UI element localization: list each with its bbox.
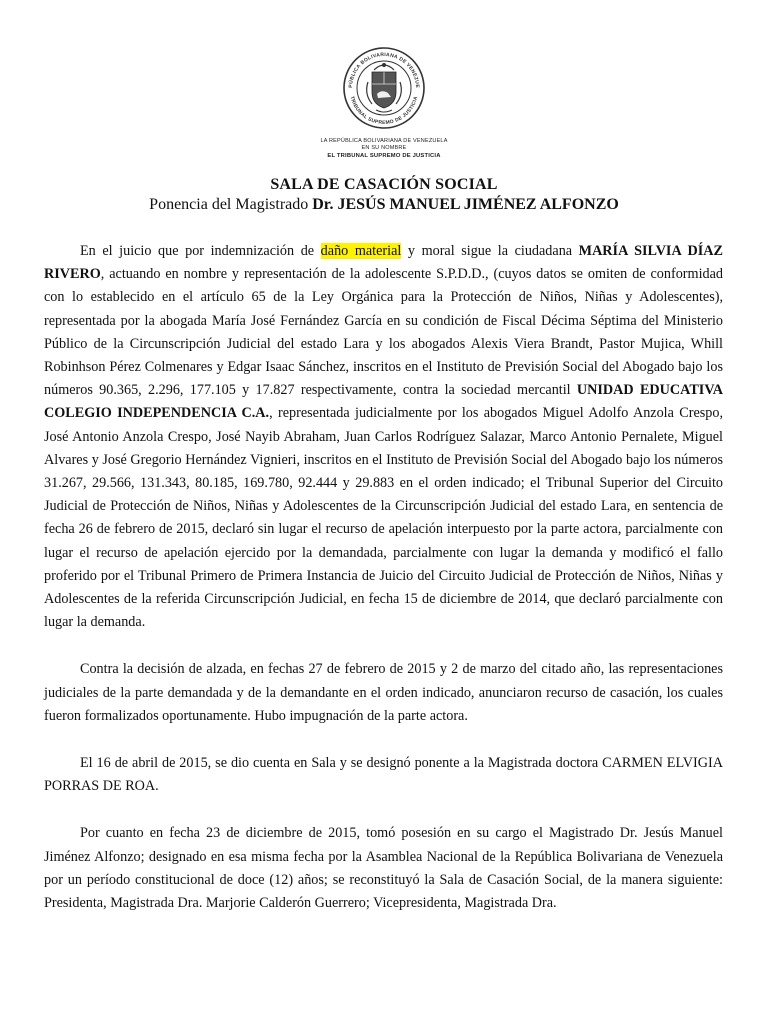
plaintiff-name: MARÍA SILVIA DÍAZ RIVERO (44, 243, 723, 283)
paragraph-1 (44, 240, 723, 634)
paragraph-4: Por cuanto en fecha 23 de diciembre de 2015, tomó posesión en su cargo el Magistrado Dr. Jesús Manuel Jiménez Alfonzo; designado en esa misma fecha por la Asamblea Nacional de la República Bolivariana de Venezuela por un período constitucional de doce (12) años; se reconstituyó la Sala de Casación Social, de la manera siguiente: Presidenta, Magistrada Dra. Marjorie Calderón Guerrero; Vicepresidenta, Magistrada Dra. (44, 825, 723, 912)
p1-text-a: En el juicio que por indemnización de (80, 243, 321, 259)
paragraph-3: El 16 de abril de 2015, se dio cuenta en Sala y se designó ponente a la Magistrada doctora CARMEN ELVIGIA PORRAS DE ROA. (44, 755, 723, 795)
p1-text-b: y moral sigue la ciudadana (401, 243, 579, 259)
defendant-company: UNIDAD EDUCATIVA COLEGIO INDEPENDENCIA C.A. (44, 382, 723, 422)
p1-text-c: , actuando en nombre y representación de la adolescente S.P.D.D., (cuyos datos se omiten de conformidad con lo establecido en el artículo 65 de la Ley Orgánica para la Protección de Niños, Niñas y Adolescentes), representada por la abogada María José Fernández García en su condición de Fiscal Décima Séptima del Ministerio Público de la Circunscripción Judicial del estado Lara y los abogados Alexis Viera Brandt, Pastor Mujica, Whill Robinhson Pérez Colmenares y Edgar Isaac Sánchez, inscritos en el Instituto de Previsión Social del Abogado bajo los números 90.365, 2.296, 177.105 y 17.827 respectivamente, contra la sociedad mercantil (44, 266, 723, 399)
seal-ring-top-text: PÚBLICA BOLIVARIANA DE VENEZUE (347, 51, 421, 89)
seal-caption-line2: EN SU NOMBRE (361, 145, 407, 151)
seal-ring-bottom-text: TRIBUNAL SUPREMO DE JUSTICIA (348, 95, 420, 127)
coat-of-arms-icon (342, 42, 426, 134)
p1-text-d: , representada judicialmente por los abogados Miguel Adolfo Anzola Crespo, José Antonio Anzola Crespo, José Nayib Abraham, Juan Carlos Rodríguez Salazar, Marco Antonio Pernalete, Miguel Alvares y José Gregorio Hernández Vignieri, inscritos en el Instituto de Previsión Social del Abogado bajo los números 31.267, 29.566, 131.343, 80.185, 169.780, 92.444 y 29.883 en el orden indicado; el Tribunal Superior del Circuito Judicial de Protección de Niños, Niñas y Adolescentes de la Circunscripción Judicial del estado Lara, en sentencia de fecha 26 de febrero de 2015, declaró sin lugar el recurso de apelación interpuesto por la parte actora, parcialmente con lugar el recurso de apelación ejercido por la demandada, parcialmente con lugar la demanda y modificó el fallo proferido por el Tribunal Primero de Primera Instancia de Juicio del Circuito Judicial de Protección de Niños, Niñas y Adolescentes de la referida Circunscripción Judicial, en fecha 15 de diciembre de 2014, que declaró parcialmente con lugar la demanda. (44, 405, 724, 631)
magistrate-name: Dr. JESÚS MANUEL JIMÉNEZ ALFONZO (312, 196, 619, 213)
chamber-title: SALA DE CASACIÓN SOCIAL (270, 176, 498, 193)
ponencia-prefix: Ponencia del Magistrado (149, 196, 313, 213)
ponencia-line (0, 196, 768, 214)
seal-caption-line3: EL TRIBUNAL SUPREMO DE JUSTICIA (327, 153, 441, 159)
court-seal (0, 42, 768, 139)
paragraph-2: Contra la decisión de alzada, en fechas 27 de febrero de 2015 y 2 de marzo del citado año, las representaciones judiciales de la parte demandada y de la demandante en el orden indicado, anunciaron recurso de casación, los cuales fueron formalizados oportunamente. Hubo impugnación de la parte actora. (44, 661, 723, 724)
highlighted-text: daño material (320, 243, 402, 259)
document-body (44, 240, 723, 915)
seal-caption-line1: LA REPÚBLICA BOLIVARIANA DE VENEZUELA (320, 138, 448, 144)
